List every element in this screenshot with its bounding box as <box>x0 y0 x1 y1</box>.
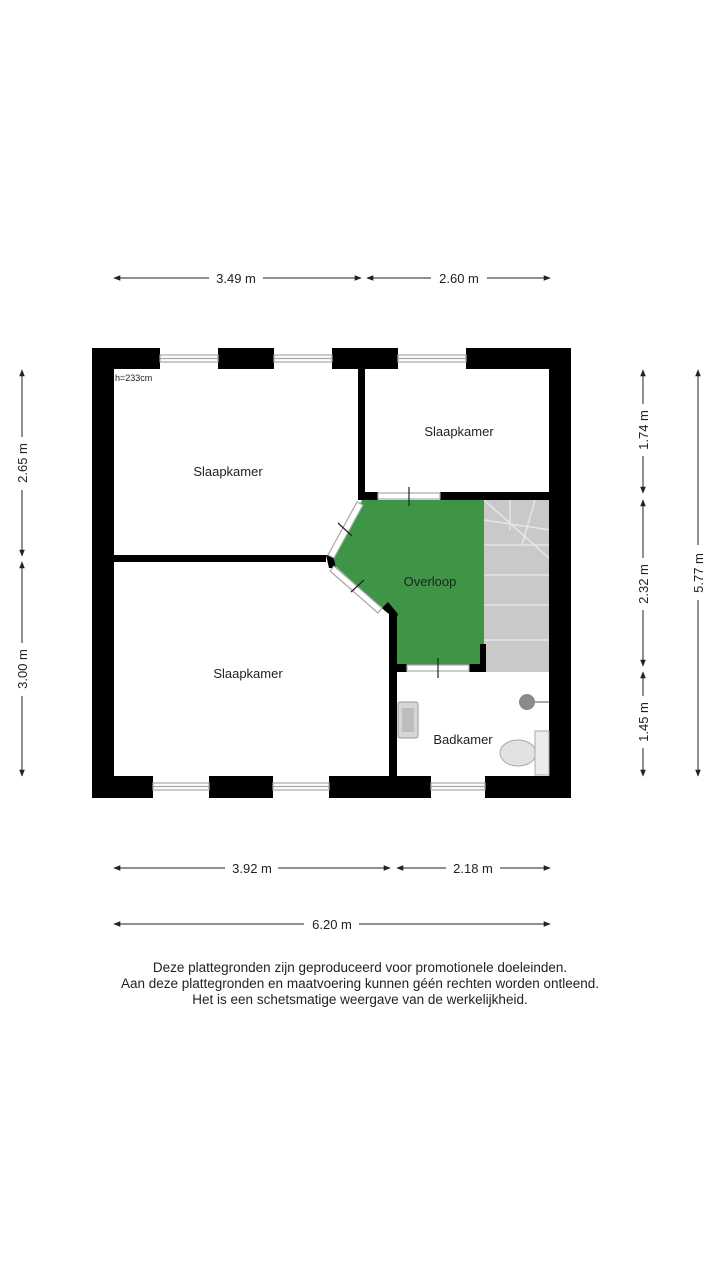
svg-text:1.74 m: 1.74 m <box>636 410 651 450</box>
room-label-bathroom: Badkamer <box>433 732 493 747</box>
room-label-bedroom-left-top: Slaapkamer <box>193 464 263 479</box>
shower-head-icon <box>519 694 535 710</box>
disclaimer-line-1: Deze plattegronden zijn geproduceerd voor promotionele doeleinden. <box>152 960 568 975</box>
svg-text:2.65 m: 2.65 m <box>15 443 30 483</box>
dimension-left-lower <box>15 562 30 776</box>
dimension-left-upper <box>15 370 30 556</box>
svg-text:1.45 m: 1.45 m <box>636 702 651 742</box>
dimension-right-middle <box>636 500 651 666</box>
svg-text:3.00 m: 3.00 m <box>15 649 30 689</box>
svg-text:2.60 m: 2.60 m <box>439 271 479 286</box>
disclaimer-line-2: Aan deze plattegronden en maatvoering kunnen géén rechten worden ontleend. <box>120 976 600 991</box>
room-label-bedroom-left-bottom: Slaapkamer <box>213 666 283 681</box>
dimension-total-width <box>114 917 550 932</box>
svg-text:2.18 m: 2.18 m <box>453 861 493 876</box>
svg-text:3.49 m: 3.49 m <box>216 271 256 286</box>
ceiling-height-label: h=233cm <box>115 373 153 383</box>
svg-text:3.92 m: 3.92 m <box>232 861 272 876</box>
room-label-landing: Overloop <box>403 574 457 589</box>
room-label-bedroom-right-top: Slaapkamer <box>424 424 494 439</box>
toilet-icon <box>500 731 549 775</box>
dimension-right-upper <box>636 370 651 493</box>
disclaimer <box>0 960 720 1008</box>
dimension-right-lower <box>636 672 651 776</box>
dimension-top-left <box>114 271 361 286</box>
dimension-top-right <box>367 271 550 286</box>
dimension-total-height <box>691 370 706 776</box>
disclaimer-line-3: Het is een schetsmatige weergave van de werkelijkheid. <box>192 992 528 1007</box>
svg-text:5.77 m: 5.77 m <box>691 553 706 593</box>
dimension-bottom-left <box>114 861 390 876</box>
dimension-bottom-right <box>397 861 550 876</box>
svg-text:6.20 m: 6.20 m <box>312 917 352 932</box>
svg-text:2.32 m: 2.32 m <box>636 564 651 604</box>
staircase <box>484 500 551 672</box>
